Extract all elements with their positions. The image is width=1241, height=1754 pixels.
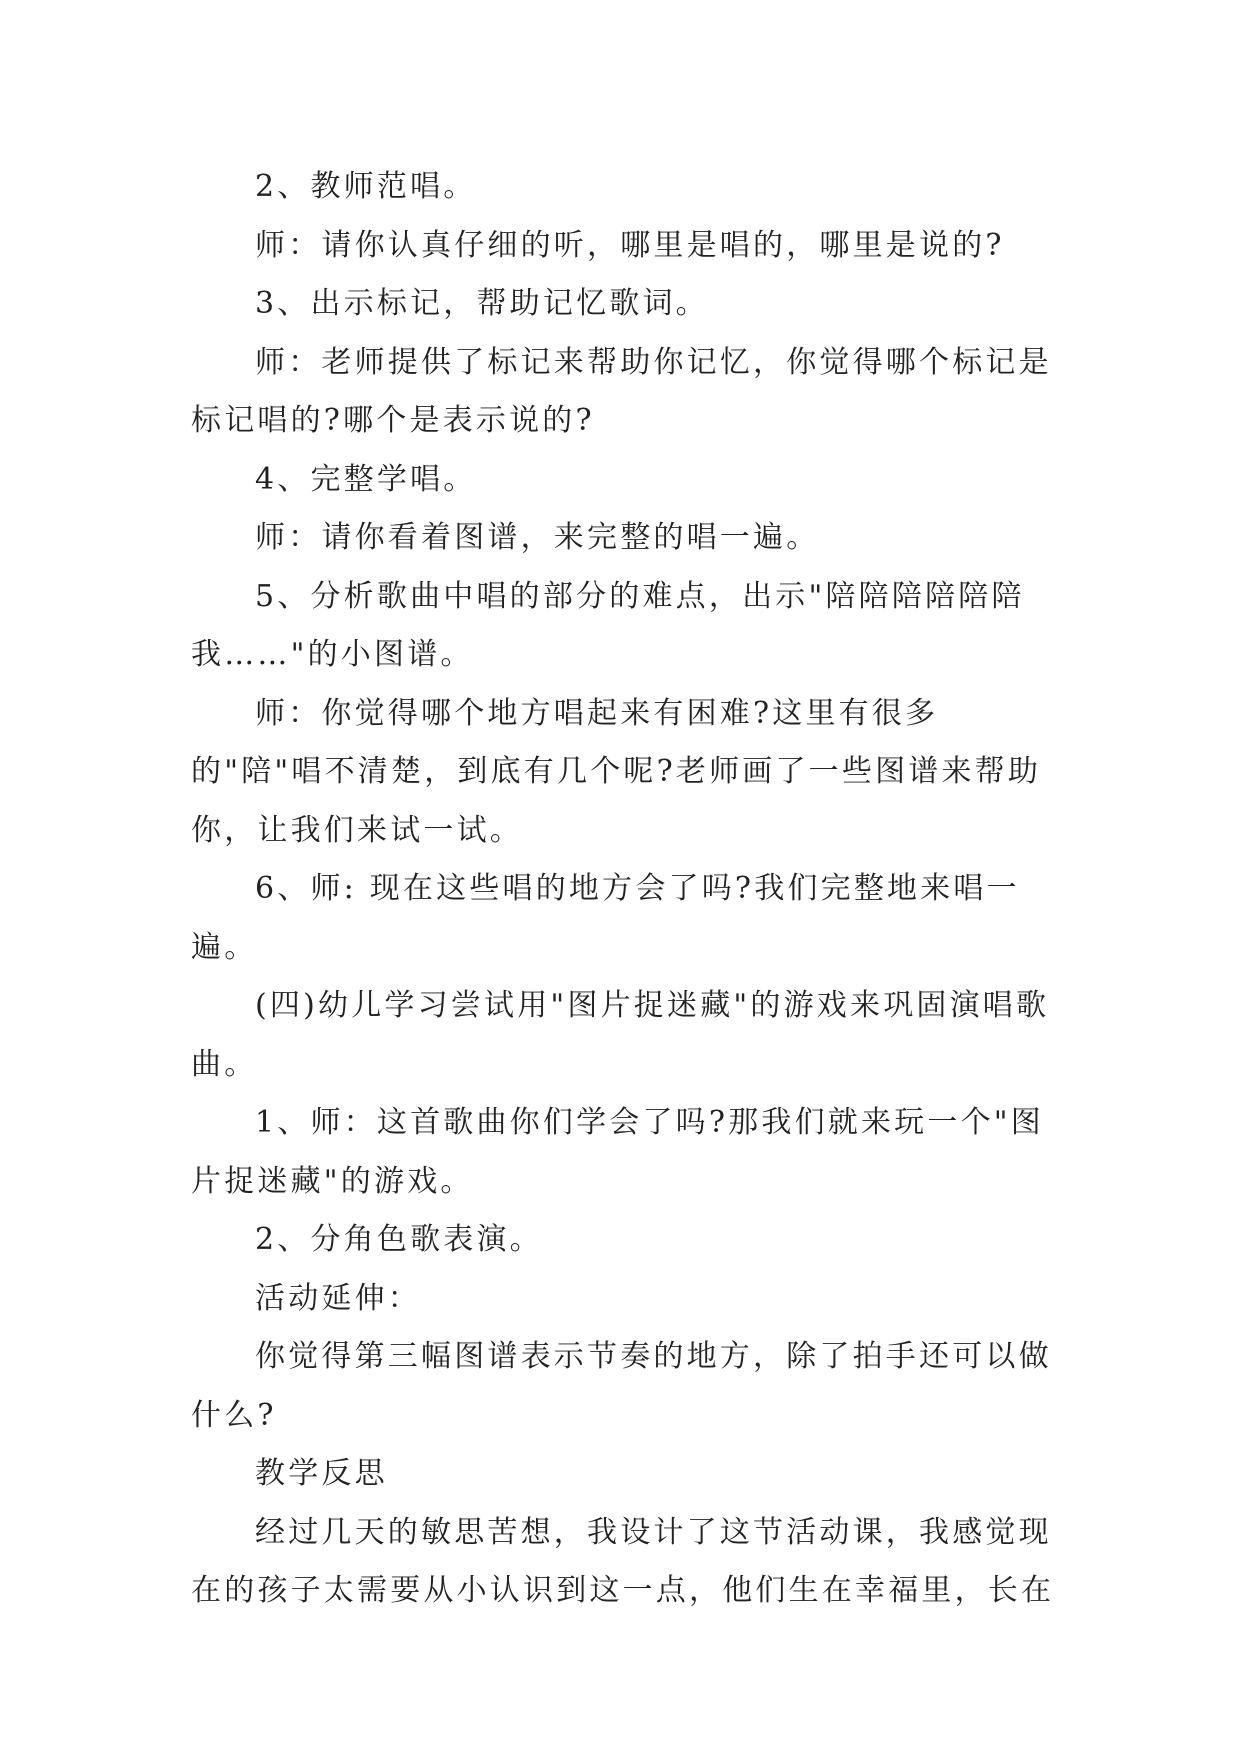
paragraph-step-2-roles: 2、分角色歌表演。	[255, 1222, 543, 1257]
body-text	[191, 158, 1059, 1621]
paragraph-reflection-body: 经过几天的敏思苦想，我设计了这节活动课，我感觉现在的孩子太需要从小认识到这一点，他们生在幸福里，长在	[191, 1514, 1055, 1608]
paragraph-step-1-game: 1、师：这首歌曲你们学会了吗?那我们就来玩一个"图片捉迷藏"的游戏。	[191, 1105, 1044, 1199]
paragraph-teaching-reflection: 教学反思	[255, 1456, 388, 1491]
paragraph-teacher-marks: 师：老师提供了标记来帮助你记忆，你觉得哪个标记是标记唱的?哪个是表示说的?	[191, 344, 1052, 438]
paragraph-step-6: 6、师: 现在这些唱的地方会了吗?我们完整地来唱一遍。	[191, 871, 1020, 965]
paragraph-extension-question: 你觉得第三幅图谱表示节奏的地方，除了拍手还可以做什么?	[191, 1339, 1052, 1433]
paragraph-section-four: (四)幼儿学习尝试用"图片捉迷藏"的游戏来巩固演唱歌曲。	[191, 988, 1050, 1082]
paragraph-teacher-listen: 师：请你认真仔细的听，哪里是唱的，哪里是说的?	[255, 227, 1005, 263]
paragraph-step-3-show-marks: 3、出示标记，帮助记忆歌词。	[255, 286, 709, 321]
paragraph-teacher-difficulty: 师：你觉得哪个地方唱起来有困难?这里有很多的"陪"唱不清楚，到底有几个呢?老师画了一些图谱来帮助你，让我们来试一试。	[191, 695, 1042, 848]
paragraph-step-2-teacher-demo: 2、教师范唱。	[255, 169, 477, 204]
paragraph-step-4-full-sing: 4、完整学唱。	[255, 461, 477, 497]
paragraph-teacher-score: 师：请你看着图谱，来完整的唱一遍。	[255, 520, 820, 555]
paragraph-activity-extension: 活动延伸：	[255, 1280, 421, 1316]
paragraph-step-5-analyze: 5、分析歌曲中唱的部分的难点，出示"陪陪陪陪陪陪我……"的小图谱。	[191, 578, 1025, 672]
